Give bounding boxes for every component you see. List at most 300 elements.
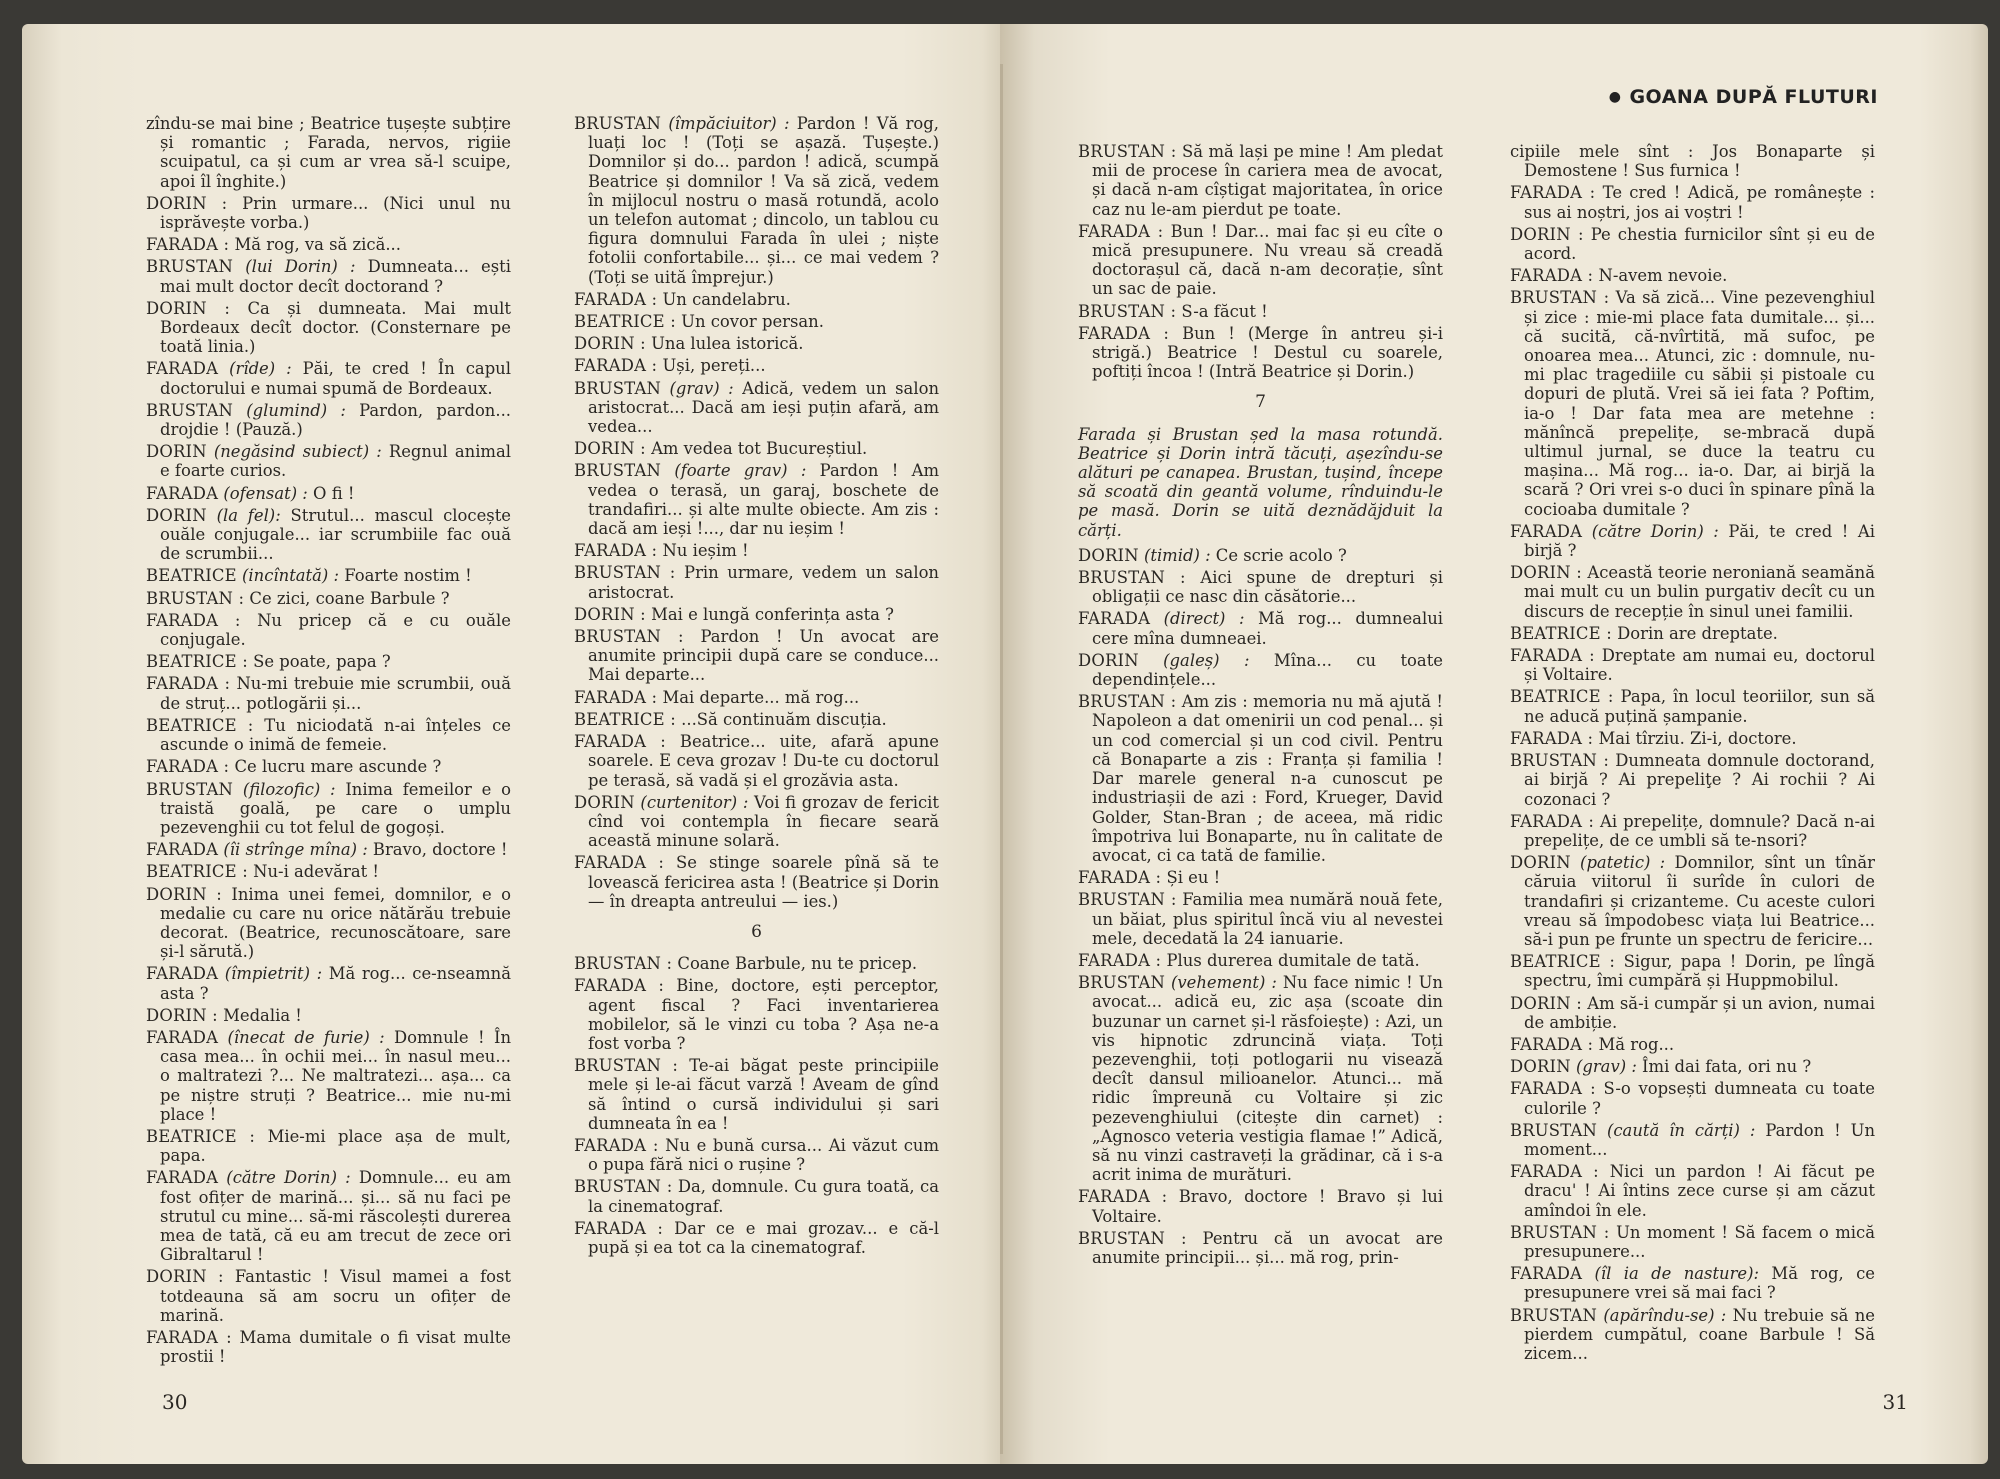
dialogue-line xyxy=(574,605,939,624)
dialogue-text: Bun ! Dar... mai fac și eu cîte o mică presupunere. Nu vreau să creadă doctorașul că, dacă n-am decorație, sînt un sac de paie. xyxy=(1092,221,1443,299)
speaker-direction: (ofensat) : xyxy=(218,483,308,503)
dialogue-line xyxy=(146,194,511,232)
dialogue-line xyxy=(146,964,511,1002)
dialogue-text: Se stinge soarele pînă să te lovească fericirea asta ! (Beatrice și Dorin — în dreapta antreului — ies.) xyxy=(588,853,939,911)
speaker-direction: (apărîndu-se) : xyxy=(1597,1305,1727,1325)
speaker-name: DORIN : xyxy=(146,193,228,213)
speaker-name: BRUSTAN : xyxy=(1078,1228,1187,1248)
speaker-direction: (direct) : xyxy=(1150,609,1245,629)
dialogue-line xyxy=(1510,853,1875,949)
speaker-name: FARADA xyxy=(146,1168,219,1188)
dialogue-line xyxy=(1078,324,1443,382)
dialogue-line xyxy=(146,1328,511,1366)
speaker-direction: (incîntată) : xyxy=(236,566,340,586)
dialogue-line xyxy=(574,954,939,973)
dialogue-line xyxy=(1510,183,1875,221)
dialogue-text: Mai tîrziu. Zi-i, doctore. xyxy=(1593,728,1797,748)
dialogue-text: Uși, pereți... xyxy=(657,356,766,376)
dialogue-line xyxy=(574,541,939,560)
dialogue-text: Pardon ! Am vedea o terasă, un garaj, boschete de trandafiri... și alte multe obiecte. Am zis : dacă am ieși !..., dar nu ieșim ! xyxy=(588,461,939,539)
dialogue-text: Păi, te cred ! În capul doctorului e numai spumă de Bordeaux. xyxy=(160,359,511,398)
dialogue-line xyxy=(146,257,511,295)
dialogue-line xyxy=(1078,890,1443,948)
dialogue-text: Beatrice... uite, afară apune soarele. E ceva grozav ! Du-te cu doctorul pe terasă, să vadă și el grozăvia asta. xyxy=(588,732,939,790)
page-number-right: 31 xyxy=(1882,1390,1908,1414)
dialogue-text: O fi ! xyxy=(307,483,355,503)
speaker-name: DORIN xyxy=(146,505,207,525)
speaker-name: FARADA : xyxy=(146,757,230,777)
dialogue-line xyxy=(146,716,511,754)
dialogue-text: Domnule... eu am fost ofițer de marină... și... să nu faci pe strutul cu mine... să-mi răscolești durerea mea de tată, că eu am trecut de zece ori Gibraltarul ! xyxy=(160,1168,511,1265)
speaker-name: BEATRICE : xyxy=(146,862,248,882)
dialogue-text: Ai prepelițe, domnule? Dacă n-ai prepelițe, de ce umbli să te-nsori? xyxy=(1524,811,1875,850)
dialogue-line xyxy=(1510,1035,1875,1054)
dialogue-text: Bun ! (Merge în antreu și-i strigă.) Beatrice ! Destul cu soarele, poftiți încoa ! (Intră Beatrice și Dorin.) xyxy=(1092,323,1443,382)
speaker-name: FARADA xyxy=(146,964,219,984)
dialogue-text: Ce zici, coane Barbule ? xyxy=(244,588,450,608)
dialogue-text: Foarte nostim ! xyxy=(339,566,472,586)
scene-number: 6 xyxy=(751,921,762,942)
speaker-name: DORIN : xyxy=(574,334,646,354)
speaker-name: FARADA xyxy=(146,359,219,379)
speaker-name: BEATRICE xyxy=(146,566,237,586)
speaker-name: FARADA : xyxy=(146,235,230,255)
text-continuation: cipiile mele sînt : Jos Bonaparte și Demostene ! Sus furnica ! xyxy=(1510,142,1875,181)
dialogue-line xyxy=(1510,751,1875,809)
dialogue-text: Pardon ! Un moment... xyxy=(1524,1120,1875,1159)
dialogue-line xyxy=(146,299,511,357)
speaker-name: DORIN : xyxy=(146,1005,218,1025)
dialogue-text: Pe chestia furnicilor sînt și eu de acord. xyxy=(1524,224,1876,264)
dialogue-text: Prin urmare... (Nici unul nu isprăvește vorba.) xyxy=(160,193,511,233)
speaker-direction: (la fel): xyxy=(206,505,281,525)
speaker-name: DORIN : xyxy=(146,884,223,904)
speaker-name: DORIN : xyxy=(1510,993,1582,1013)
dialogue-text: S-o vopsești dumneata cu toate culorile ? xyxy=(1524,1079,1875,1118)
speaker-direction: (galeș) : xyxy=(1138,650,1250,670)
speaker-name: BEATRICE : xyxy=(1510,623,1612,643)
speaker-name: DORIN : xyxy=(1510,224,1584,244)
speaker-direction: (înecat de furie) : xyxy=(218,1027,385,1047)
speaker-name: FARADA : xyxy=(574,289,658,309)
speaker-name: BRUSTAN : xyxy=(1078,692,1177,712)
dialogue-line xyxy=(1078,973,1443,1184)
speaker-direction: (foarte grav) : xyxy=(661,461,807,481)
speaker-name: FARADA : xyxy=(146,674,231,694)
speaker-direction: (către Dorin) : xyxy=(218,1168,351,1188)
dialogue-text: Nu e bună cursa... Ai văzut cum o pupa fără nici o rușine ? xyxy=(588,1135,940,1175)
speaker-name: BRUSTAN : xyxy=(574,563,676,583)
dialogue-text: Păi, te cred ! Ai birjă ? xyxy=(1524,521,1875,561)
speaker-name: FARADA : xyxy=(1078,221,1164,241)
dialogue-text: Bine, doctore, ești perceptor, agent fiscal ? Faci inventarierea mobilelor, să le vinzi cu toba ? Așa ne-a fost vorba ? xyxy=(588,976,940,1053)
dialogue-line xyxy=(146,566,511,585)
dialogue-text: Nu pricep că e cu ouăle conjugale. xyxy=(160,610,511,650)
dialogue-line xyxy=(146,506,511,564)
dialogue-line xyxy=(1510,225,1875,263)
dialogue-line xyxy=(146,1168,511,1264)
dialogue-line xyxy=(1510,1223,1875,1261)
speaker-name: FARADA : xyxy=(574,976,665,996)
dialogue-line xyxy=(1510,952,1875,990)
dialogue-text: Domnilor, sînt un tînăr căruia viitorul îi surîde în culori de trandafiri și crizanteme. Cu aceste culori vreau să împodobesc viața lui Beatrice... să-i pun pe frunte un spectru de fericire... xyxy=(1524,853,1875,949)
speaker-direction: (negăsind subiect) : xyxy=(206,442,382,462)
page-number-left: 30 xyxy=(162,1390,188,1414)
speaker-name: BRUSTAN xyxy=(1510,1120,1598,1140)
dialogue-line xyxy=(1510,1264,1875,1302)
speaker-direction: (grav) : xyxy=(661,378,734,398)
speaker-name: BEATRICE : xyxy=(1510,952,1616,972)
dialogue-text: Ca și dumneata. Mai mult Bordeaux decît doctor. (Consternare pe toată linia.) xyxy=(160,298,511,357)
dialogue-text: Medalia ! xyxy=(217,1005,302,1025)
dialogue-text: Mă rog... xyxy=(1593,1034,1675,1054)
speaker-name: BRUSTAN : xyxy=(1078,142,1177,161)
speaker-direction: (glumind) : xyxy=(233,400,346,420)
speaker-name: BEATRICE : xyxy=(574,312,676,332)
dialogue-line xyxy=(146,401,511,439)
column-4 xyxy=(1510,142,1875,1366)
speaker-name: FARADA : xyxy=(1510,728,1594,748)
dialogue-line xyxy=(574,312,939,331)
speaker-name: BRUSTAN xyxy=(574,461,662,481)
speaker-name: FARADA : xyxy=(1510,1162,1599,1182)
dialogue-text: Ce lucru mare ascunde ? xyxy=(229,757,442,777)
speaker-name: FARADA xyxy=(1510,1264,1583,1284)
dialogue-text: Inima femeilor e o traistă goală, pe care o umplu pezevenghii cu tot felul de gogoși. xyxy=(160,779,511,837)
speaker-name: BRUSTAN : xyxy=(1510,288,1610,308)
dialogue-line xyxy=(574,976,939,1053)
speaker-name: BRUSTAN xyxy=(146,400,234,420)
dialogue-text: Una lulea istorică. xyxy=(645,334,804,354)
speaker-name: BRUSTAN : xyxy=(1510,751,1610,771)
speaker-name: FARADA : xyxy=(1510,266,1594,286)
dialogue-text: Familia mea numără nouă fete, un băiat, plus spiritul încă viu al nevestei mele, decedată la 24 ianuarie. xyxy=(1092,890,1443,948)
speaker-name: FARADA : xyxy=(1510,811,1595,831)
speaker-name: BRUSTAN : xyxy=(574,1177,673,1197)
dialogue-line xyxy=(1510,1057,1875,1076)
text-continuation: zîndu-se mai bine ; Beatrice tușește subțire și romantic ; Farada, nervos, rigiie scuipatul, ca și cum ar vrea să-l scuipe, apoi îl înghite.) xyxy=(146,114,511,191)
dialogue-text: Nu face nimic ! Un avocat... adică eu, zic așa (scoate din buzunar un carnet și-l răsfoiește) : Azi, un vis hipnotic zdruncină viața. Toți pezevenghii, toți potlogarii nu visează decît dansul milioanelor. Atunci... mă ridic împreună cu Voltaire și zic pezevenghiului (citește din carnet) : „Agnosco veteria vestigia flamae !” Adică, să nu vinzi castraveți la grădinar, că i s-a acrit inima de murături. xyxy=(1092,973,1443,1185)
dialogue-text: Un covor persan. xyxy=(675,312,824,332)
dialogue-line xyxy=(146,1127,511,1165)
speaker-name: FARADA : xyxy=(574,356,658,376)
dialogue-text: S-a făcut ! xyxy=(1176,301,1268,321)
speaker-name: BRUSTAN : xyxy=(574,1056,679,1076)
speaker-direction: (împietrit) : xyxy=(218,964,323,984)
speaker-name: DORIN xyxy=(1078,650,1139,670)
dialogue-text: Pardon ! Un avocat are anumite principii după care se conduce... Mai departe... xyxy=(588,627,939,685)
dialogue-line xyxy=(574,1136,939,1174)
dialogue-line xyxy=(1078,546,1443,565)
dialogue-text: Un moment ! Să facem o mică presupunere... xyxy=(1524,1222,1875,1261)
dialogue-line xyxy=(1078,609,1443,647)
dialogue-text: Te cred ! Adică, pe românește : sus ai noștri, jos ai voștri ! xyxy=(1524,183,1875,222)
dialogue-line xyxy=(574,1177,939,1215)
dialogue-text: Va să zică... Vine pezevenghiul și zice : mie-mi place fata dumitale... și... că sucită, că-nvîrtită, mă sufoc, pe onoarea mea... Atunci, zic : domnule, nu-mi plac tragediile cu săbii și pistoale cu dopuri de plută. Vrei să iei fata ? Poftim, ia-o ! Dar fata mea are metehne : mănîncă prepelițe, se-mbracă după ultimul jurnal, se duce la teatru cu mașina... Mă rog... ia-o. Dar, ai birjă la scară ? Ori vrei s-o duci în spinare pînă la cocioaba dumitale ? xyxy=(1524,288,1875,519)
dialogue-line xyxy=(146,780,511,838)
speaker-name: DORIN xyxy=(1510,853,1571,873)
dialogue-text: Regnul animal e foarte curios. xyxy=(160,442,511,481)
dialogue-text: Papa, în locul teoriilor, sun să ne aducă puțină șampanie. xyxy=(1524,687,1875,726)
dialogue-text: Un candelabru. xyxy=(657,289,791,309)
dialogue-line xyxy=(146,484,511,503)
dialogue-line xyxy=(1510,812,1875,850)
dialogue-text: Am vedea tot Bucureștiul. xyxy=(645,439,868,459)
speaker-name: DORIN : xyxy=(574,439,646,459)
dialogue-line xyxy=(1510,687,1875,725)
dialogue-text: Nu ieșim ! xyxy=(657,541,749,561)
speaker-direction: (către Dorin) : xyxy=(1582,521,1719,541)
dialogue-text: Să mă lași pe mine ! Am pledat mii de procese în cariera mea de avocat, și dacă n-am cîștigat majoritatea, în orice caz nu le-am pierdut pe toate. xyxy=(1092,142,1443,219)
dialogue-line xyxy=(1078,142,1443,219)
speaker-name: FARADA : xyxy=(1078,950,1162,970)
dialogue-line xyxy=(1078,1229,1443,1267)
dialogue-text: Și eu ! xyxy=(1161,868,1221,888)
dialogue-text: Tu niciodată n-ai înțeles ce ascunde o inimă de femeie. xyxy=(160,715,511,755)
dialogue-text: Bravo, doctore ! Bravo și lui Voltaire. xyxy=(1092,1187,1443,1226)
running-title: GOANA DUPĂ FLUTURI xyxy=(1629,86,1878,108)
speaker-direction: (împăciuitor) : xyxy=(661,114,790,133)
dialogue-text: Dreptate am numai eu, doctorul și Voltaire. xyxy=(1524,646,1875,685)
dialogue-text: Mă rog... ce-nseamnă asta ? xyxy=(160,964,511,1003)
speaker-name: FARADA : xyxy=(1078,323,1170,343)
dialogue-text: Mama dumitale o fi visat multe prostii ! xyxy=(160,1327,511,1367)
speaker-name: BEATRICE : xyxy=(1510,687,1614,707)
speaker-direction: (patetic) : xyxy=(1570,853,1666,873)
dialogue-text: Nu-i adevărat ! xyxy=(247,862,380,882)
dialogue-text: Adică, vedem un salon aristocrat... Dacă am ieși puțin afară, am vedea... xyxy=(588,378,940,437)
speaker-name: BRUSTAN xyxy=(1510,1305,1598,1325)
dialogue-text: Mie-mi place așa de mult, papa. xyxy=(160,1126,511,1166)
dialogue-line xyxy=(1510,1079,1875,1117)
dialogue-text: Mă rog, ce presupunere vrei să mai faci ? xyxy=(1524,1264,1875,1303)
dialogue-line xyxy=(1510,1162,1875,1220)
speaker-direction: (îl ia de nasture): xyxy=(1582,1264,1760,1284)
speaker-name: BRUSTAN : xyxy=(1078,301,1177,321)
speaker-name: BRUSTAN xyxy=(574,378,662,398)
dialogue-text: Mai e lungă conferința asta ? xyxy=(645,604,894,624)
stage-direction: Farada și Brustan șed la masa rotundă. Beatrice și Dorin intră tăcuți, așezîndu-se alături pe canapea. Brustan, tușind, începe să scoată din geantă volume, rînduindu-le pe masă. Dorin se uită deznădăjduit la cărți. xyxy=(1078,424,1443,540)
dialogue-line xyxy=(1078,568,1443,606)
speaker-direction: (curtenitor) : xyxy=(634,792,749,812)
dialogue-line xyxy=(1510,994,1875,1032)
dialogue-text: Plus durerea dumitale de tată. xyxy=(1161,950,1420,970)
dialogue-line xyxy=(574,1219,939,1257)
dialogue-line xyxy=(146,1267,511,1325)
dialogue-text: ...Să continuăm discuția. xyxy=(675,709,887,729)
dialogue-text: Dar ce e mai grozav... e că-l pupă și ea tot ca la cinematograf. xyxy=(588,1218,939,1257)
speaker-name: DORIN xyxy=(1510,1057,1571,1077)
speaker-name: FARADA xyxy=(1510,521,1583,541)
speaker-name: BRUSTAN xyxy=(146,257,234,277)
dialogue-text: Dumneata... ești mai mult doctor decît doctorand ? xyxy=(160,257,511,296)
dialogue-text: Domnule ! În casa mea... în ochii mei... în nasul meu... o maltratezi ?... Ne maltratezi... așa... ca pe niștre struți ? Beatrice... mie nu-mi place ! xyxy=(160,1027,512,1124)
speaker-name: DORIN xyxy=(574,792,635,812)
dialogue-line xyxy=(146,442,511,480)
speaker-name: BRUSTAN : xyxy=(1078,890,1177,910)
dialogue-line xyxy=(1510,522,1875,560)
dialogue-line xyxy=(146,674,511,712)
speaker-name: FARADA : xyxy=(1510,1034,1594,1054)
speaker-name: FARADA : xyxy=(1510,646,1595,666)
dialogue-line xyxy=(574,461,939,538)
dialogue-text: Această teorie neroniană seamănă mai mult cu un bulin purgativ decît cu un discurs de recepție în sinul unei familii. xyxy=(1524,563,1875,621)
scene-number: 7 xyxy=(1255,392,1266,413)
bullet-icon: ● xyxy=(1608,89,1622,105)
speaker-name: FARADA xyxy=(1078,609,1151,629)
speaker-name: BRUSTAN : xyxy=(146,588,245,608)
dialogue-line xyxy=(1510,729,1875,748)
speaker-name: BRUSTAN xyxy=(574,114,662,133)
speaker-name: FARADA : xyxy=(146,1327,232,1347)
dialogue-text: Pentru că un avocat are anumite principii... și... mă rog, prin- xyxy=(1092,1228,1443,1267)
dialogue-line xyxy=(574,334,939,353)
right-page xyxy=(1000,24,1988,1464)
dialogue-line xyxy=(574,439,939,458)
dialogue-line xyxy=(146,1006,511,1025)
speaker-name: FARADA : xyxy=(1078,868,1162,888)
speaker-name: BRUSTAN : xyxy=(1078,568,1186,588)
dialogue-line xyxy=(1078,692,1443,865)
dialogue-line xyxy=(1078,951,1443,970)
dialogue-text: Nici un pardon ! Ai făcut pe dracu' ! Ai întins zece curse și am căzut amîndoi în ele. xyxy=(1524,1162,1876,1220)
dialogue-line xyxy=(574,1056,939,1133)
dialogue-text: Aici spune de drepturi și obligații ce nasc din căsătorie... xyxy=(1092,568,1443,607)
speaker-name: FARADA : xyxy=(574,853,665,873)
dialogue-line xyxy=(574,379,939,437)
speaker-name: FARADA : xyxy=(574,541,658,561)
dialogue-line xyxy=(146,757,511,776)
dialogue-line xyxy=(1510,288,1875,518)
dialogue-text: Mai departe... mă rog... xyxy=(657,687,860,707)
dialogue-text: Am să-i cumpăr și un avion, numai de ambiție. xyxy=(1524,993,1875,1032)
speaker-name: DORIN xyxy=(1078,545,1139,565)
dialogue-line xyxy=(1078,868,1443,887)
speaker-name: FARADA : xyxy=(1510,1079,1596,1099)
speaker-name: BRUSTAN : xyxy=(1510,1222,1610,1242)
column-3 xyxy=(1078,142,1443,1270)
dialogue-line xyxy=(574,563,939,601)
speaker-name: DORIN : xyxy=(574,604,646,624)
speaker-name: FARADA : xyxy=(146,610,241,630)
dialogue-line xyxy=(574,356,939,375)
dialogue-text: N-avem nevoie. xyxy=(1593,266,1728,286)
dialogue-text: Sigur, papa ! Dorin, pe lîngă spectru, îmi cumpără și Huppmobilul. xyxy=(1524,952,1875,991)
dialogue-text: Se poate, papa ? xyxy=(247,652,391,672)
speaker-name: DORIN : xyxy=(1510,563,1583,583)
speaker-name: FARADA xyxy=(146,840,219,860)
dialogue-line xyxy=(1510,624,1875,643)
dialogue-text: Pardon ! Vă rog, luați loc ! (Toți se așază. Tușește.) Domnilor și do... pardon ! adică, scumpă Beatrice și domnilor ! Va să zică, vedem în mijlocul nostru o masă rotundă, acolo un telefon automat ; dincolo, un tablou cu figura domnului Farada în ulei ; niște fotolii confortabile... și... ce mai vedem ? (Toți se uită împrejur.) xyxy=(588,114,939,287)
dialogue-text: Prin urmare, vedem un salon aristocrat. xyxy=(588,563,939,602)
speaker-direction: (vehement) : xyxy=(1165,973,1277,993)
speaker-direction: (timid) : xyxy=(1138,545,1211,565)
speaker-name: FARADA : xyxy=(574,732,666,752)
dialogue-text: Nu trebuie să ne pierdem cumpătul, coane Barbule ! Să zicem... xyxy=(1524,1305,1875,1363)
speaker-name: BEATRICE : xyxy=(146,1126,256,1146)
dialogue-line xyxy=(146,1028,511,1124)
speaker-name: FARADA : xyxy=(574,1135,659,1155)
speaker-name: FARADA xyxy=(146,1027,219,1047)
dialogue-text: Dorin are dreptate. xyxy=(1611,623,1778,643)
running-head xyxy=(1609,86,1878,108)
dialogue-line xyxy=(146,589,511,608)
dialogue-text: Îmi dai fata, ori nu ? xyxy=(1636,1057,1812,1077)
left-page xyxy=(22,24,1022,1464)
dialogue-text: Voi fi grozav de fericit cînd voi contempla în fiecare seară această minune solară. xyxy=(588,792,939,851)
column-2 xyxy=(574,114,939,1260)
speaker-direction: (îi strînge mîna) : xyxy=(218,840,368,860)
speaker-name: DORIN xyxy=(146,442,207,462)
dialogue-line xyxy=(1078,222,1443,299)
dialogue-line xyxy=(574,627,939,685)
dialogue-line xyxy=(1510,1121,1875,1159)
dialogue-text: Dumneata domnule doctorand, ai birjă ? Ai prepeliţe ? Ai rochii ? Ai cozonaci ? xyxy=(1524,751,1875,809)
dialogue-text: Da, domnule. Cu gura toată, ca la cinematograf. xyxy=(588,1177,939,1216)
dialogue-line xyxy=(574,114,939,287)
dialogue-line xyxy=(146,235,511,254)
dialogue-line xyxy=(146,885,511,962)
speaker-name: BRUSTAN xyxy=(1078,973,1166,993)
dialogue-line xyxy=(146,611,511,649)
speaker-name: BRUSTAN : xyxy=(574,627,684,647)
dialogue-line xyxy=(574,732,939,790)
speaker-name: BEATRICE : xyxy=(146,652,248,672)
speaker-direction: (filozofic) : xyxy=(233,779,336,799)
dialogue-text: Mîna... cu toate dependințele... xyxy=(1092,650,1443,690)
speaker-name: FARADA : xyxy=(1078,1187,1168,1207)
speaker-name: DORIN : xyxy=(146,1267,224,1287)
dialogue-line xyxy=(1078,302,1443,321)
speaker-name: FARADA xyxy=(146,483,219,503)
dialogue-line xyxy=(1078,1187,1443,1225)
dialogue-line xyxy=(574,688,939,707)
dialogue-text: Te-ai băgat peste principiile mele și le-ai făcut varză ! Aveam de gînd să întind o cursă individului și sari dumneata în ea ! xyxy=(588,1056,939,1133)
dialogue-line xyxy=(574,290,939,309)
speaker-name: BEATRICE : xyxy=(146,715,254,735)
dialogue-text: Fantastic ! Visul mamei a fost totdeauna să am socru un ofițer de marină. xyxy=(160,1267,512,1325)
dialogue-line xyxy=(146,652,511,671)
dialogue-text: Bravo, doctore ! xyxy=(367,840,508,860)
dialogue-text: Mă rog, va să zică... xyxy=(229,235,401,255)
dialogue-text: Pardon, pardon... drojdie ! (Pauză.) xyxy=(160,400,511,440)
dialogue-text: Am zis : memoria nu mă ajută ! Napoleon a dat omenirii un cod penal... și un cod comercial și un cod civil. Pentru că Bonaparte a zis : Franța și familia ! Dar marele general n-a cunoscut pe industriașii de azi : Ford, Krueger, David Golder, Stan-Bran ; de aceea, mă ridic împotriva lui Bonaparte, nu în calitate de avocat, ci ca tată de familie. xyxy=(1092,692,1443,865)
speaker-direction: (grav) : xyxy=(1570,1057,1637,1077)
dialogue-line xyxy=(574,853,939,911)
speaker-direction: (rîde) : xyxy=(218,359,292,379)
dialogue-line xyxy=(1510,1306,1875,1364)
speaker-name: BRUSTAN : xyxy=(574,954,673,974)
speaker-name: DORIN : xyxy=(146,298,231,318)
dialogue-line xyxy=(1510,266,1875,285)
speaker-name: BEATRICE : xyxy=(574,709,676,729)
column-1 xyxy=(146,114,511,1369)
dialogue-line xyxy=(146,840,511,859)
dialogue-text: Nu-mi trebuie mie scrumbii, ouă de struț... potlogării și... xyxy=(160,674,511,713)
speaker-direction: (lui Dorin) : xyxy=(233,257,356,277)
dialogue-line xyxy=(1510,563,1875,621)
dialogue-line xyxy=(146,862,511,881)
dialogue-line xyxy=(1078,651,1443,689)
dialogue-text: Mă rog... dumnealui cere mîna dumneaei. xyxy=(1092,609,1443,648)
speaker-name: FARADA : xyxy=(574,687,658,707)
dialogue-line xyxy=(146,359,511,397)
dialogue-line xyxy=(1510,646,1875,684)
speaker-direction: (caută în cărți) : xyxy=(1597,1120,1756,1140)
speaker-name: BRUSTAN xyxy=(146,779,234,799)
dialogue-text: Coane Barbule, nu te pricep. xyxy=(672,954,918,974)
dialogue-text: Inima unei femei, domnilor, e o medalie cu care nu orice nătărău trebuie decorat. (Beatrice, recunoscătoare, sare și-l sărută.) xyxy=(160,884,511,962)
